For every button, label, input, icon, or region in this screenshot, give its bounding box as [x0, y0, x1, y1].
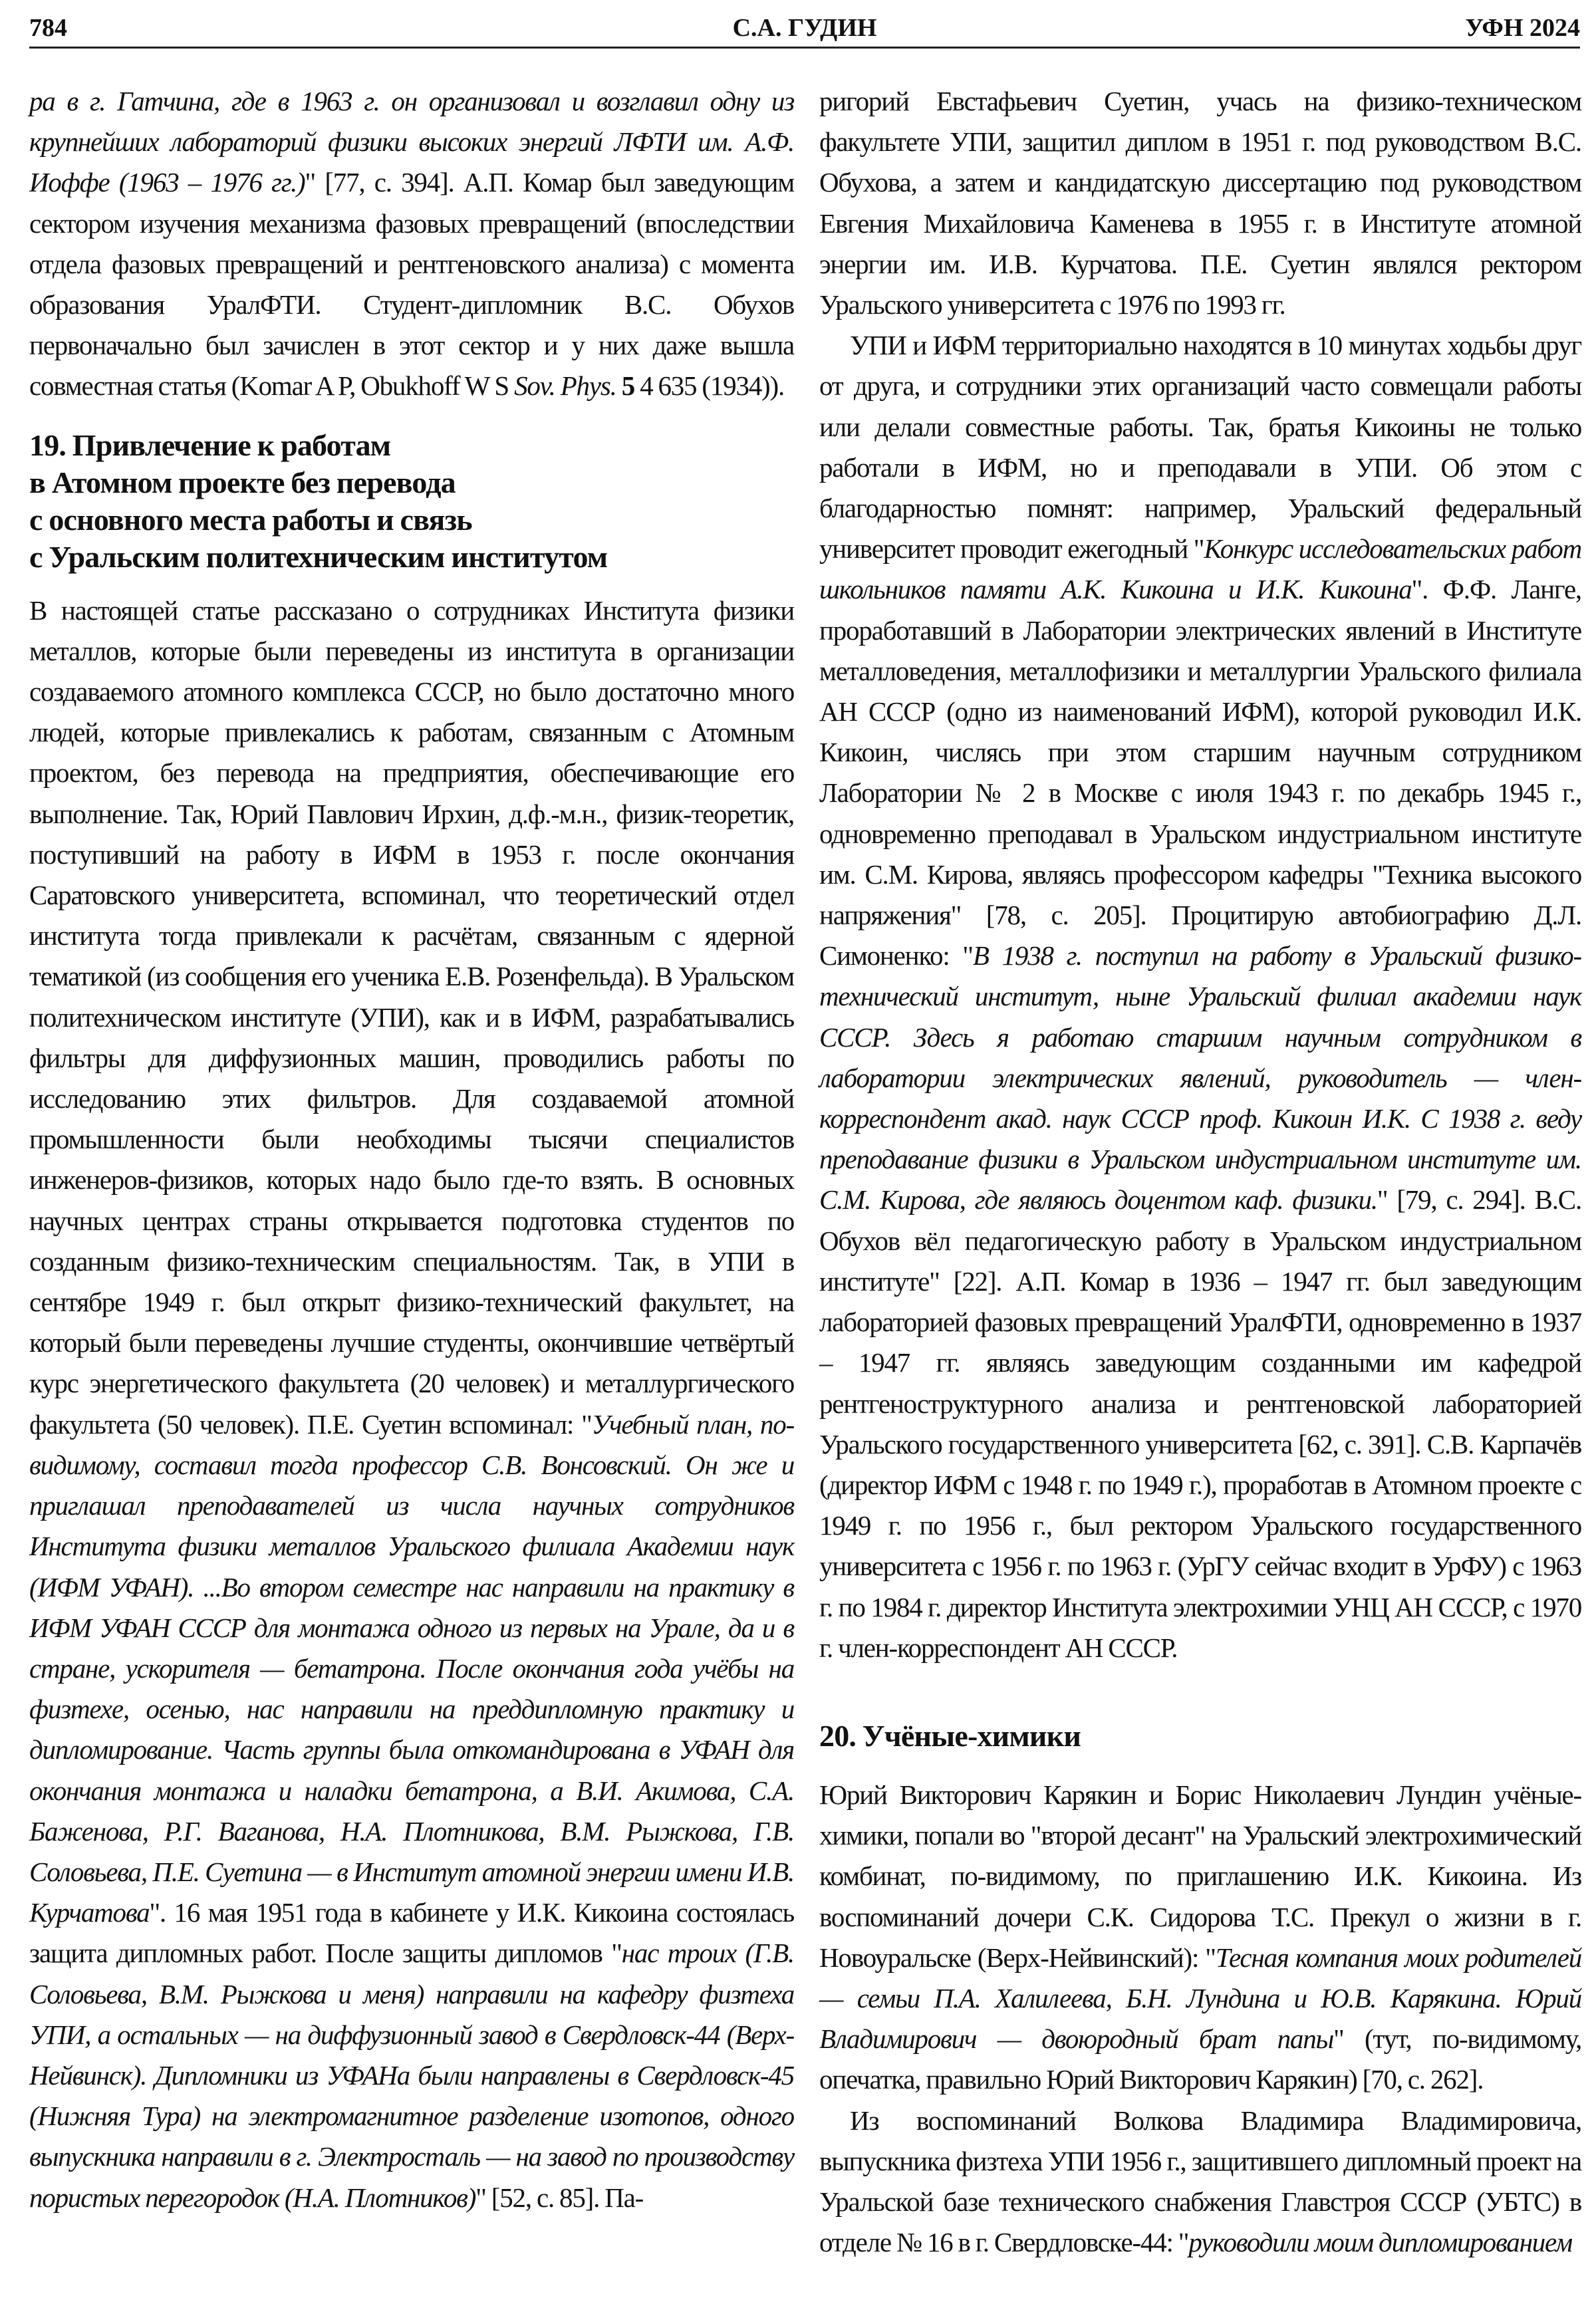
italic-quote-text: Тесная компания моих родителей — семьи П.А. Халилеева, Б.Н. Лундина и Ю.В. Карякина. Юрий Владимирович — двоюродный брат папы — [819, 1942, 1581, 2055]
running-header — [29, 9, 1580, 49]
text-run: ". 16 мая 1951 года в кабинете у И.К. Кикоина состоялась защита дипломных работ. После защиты дипломов " — [29, 1897, 794, 1969]
text-run: Из воспоминаний Волкова Владимира Владимировича, выпускника физтеха УПИ 1956 г., защитившего дипломный проект на Уральской базе технического снабжения Главстроя СССР (УБТС) в отделе № 16 в г. Свердловске-44: " — [819, 2105, 1581, 2258]
text-run: 4 635 (1934)). — [634, 370, 785, 402]
text-run: ригорий Евстафьевич Суетин, учась на физико-техническом факультете УПИ, защитил диплом в 1951 г. под руководством В.С. Обухова, а затем и кандидатскую диссертацию под руководством Евгения Михайловича Каменева в 1955 г. в Институте атомной энергии им. И.В. Курчатова. П.Е. Суетин являлся ректором Уральского университета с 1976 по 1993 гг. — [819, 86, 1581, 320]
italic-quote-text: ра в г. Гатчина, где в 1963 г. он организовал и возглавил одну из крупнейших лабораторий физики высоких энергий ЛФТИ им. А.Ф. Иоффе (1963 – 1976 гг.) — [29, 86, 794, 198]
paragraph — [819, 325, 1581, 1668]
left-column — [29, 81, 794, 2218]
italic-quote-text: Учебный план, по-видимому, составил тогда профессор С.В. Вонсовский. Он же и приглашал преподавателей из числа научных сотрудников Института физики металлов Уральского филиала Академии наук (ИФМ УФАН). ...Во втором семестре нас направили на практику в ИФМ УФАН СССР для монтажа одного из первых на Урале, да и в стране, ускорителя — бетатрона. После окончания года учёбы на физтехе, осенью, нас направили на преддипломную практику и дипломирование. Часть группы была откомандирована в УФАН для окончания монтажа и наладки бетатрона, а В.И. Акимова, С.А. Баженова, Р.Г. Ваганова, Н.А. Плотникова, В.М. Рыжкова, Г.В. Соловьева, П.Е. Суетина — в Институт атомной энергии имени И.В. Курчатова — [29, 1408, 794, 1928]
paragraph — [29, 81, 794, 407]
heading-line: в Атомном проекте без перевода — [29, 465, 456, 499]
italic-quote-text: нас троих (Г.В. Соловьева, В.М. Рыжкова и меня) направили на кафедру физтеха УПИ, а остальных — на диффузионный завод в Свердловск-44 (Верх-Нейвинск). Дипломники из УФАНа были направлены в Свердловск-45 (Нижняя Тура) на электромагнитное разделение изотопов, одного выпускника направили в г. Электросталь — на завод по производству пористых перегородок (Н.А. Плотников) — [29, 1938, 794, 2213]
heading-line: 20. Учёные-химики — [819, 1718, 1081, 1753]
text-run: " [52, с. 85]. Па- — [475, 2182, 644, 2213]
page-number: 784 — [29, 14, 67, 42]
text-run: " (тут, по-видимому, опечатка, правильно Юрий Викторович Карякин) [70, с. 262]. — [819, 2023, 1581, 2095]
section-heading — [819, 1718, 1581, 1755]
heading-line: с основного места работы и связь — [29, 502, 472, 537]
text-run: В настоящей статье рассказано о сотрудниках Института физики металлов, которые были переведены из института в организации создаваемого атомного комплекса СССР, но было достаточно много людей, которые привлекались к работам, связанным с Атомным проектом, без перевода на предприятия, обеспечивающие его выполнение. Так, Юрий Павлович Ирхин, д.ф.-м.н., физик-теоретик, поступивший на работу в ИФМ в 1953 г. после окончания Саратовского университета, вспоминал, что теоретический отдел института тогда привлекали к расчётам, связанным с ядерной тематикой (из сообщения его ученика Е.В. Розенфельда). В Уральском политехническом институте (УПИ), как и в ИФМ, разрабатывались фильтры для диффузионных машин, проводились работы по исследованию этих фильтров. Для создаваемой атомной промышленности были необходимы тысячи специалистов инженеров-физиков, которых надо было где-то взять. В основных научных центрах страны открывается подготовка студентов по созданным физико-техническим специальностям. Так, в УПИ в сентябре 1949 г. был открыт физико-технический факультет, на который были переведены лучшие студенты, окончившие четвёртый курс энергетического факультета (20 человек) и металлургического факультета (50 человек). П.Е. Суетин вспоминал: " — [29, 594, 794, 1440]
heading-line: 19. Привлечение к работам — [29, 428, 391, 462]
text-run: УПИ и ИФМ территориально находятся в 10 минутах ходьбы друг от друга, и сотрудники этих организаций часто совмещали работы или делали совместные работы. Так, братья Кикоины не только работали в ИФМ, но и преподавали в УПИ. Об этом с благодарностью помнят: например, Уральский федеральный университет проводит ежегодный " — [819, 330, 1581, 565]
paragraph — [819, 2101, 1581, 2263]
running-author: С.А. ГУДИН — [732, 14, 877, 42]
text-run: " [77, с. 394]. А.П. Комар был заведующим сектором изучения механизма фазовых превращений (впоследствии отдела фазовых превращений и рентгеновского анализа) с момента образования УралФТИ. Студент-дипломник В.С. Обухов первоначально был зачислен в этот сектор и у них даже вышла совместная статья (Komar A P, Obukhoff W S — [29, 167, 794, 402]
section-heading — [29, 427, 794, 576]
text-run: Юрий Викторович Карякин и Борис Николаевич Лундин учёные-химики, попали во "второй десант" на Уральский электрохимический комбинат, по-видимому, по приглашению И.К. Кикоина. Из воспоминаний дочери С.К. Сидорова Т.С. Прекул о жизни в г. Новоуральске (Верх-Нейвинский): " — [819, 1779, 1581, 1973]
paragraph — [819, 1775, 1581, 2101]
paragraph — [819, 81, 1581, 325]
italic-quote-text: Конкурс исследовательских работ школьников памяти А.К. Кикоина и И.К. Кикоина — [819, 533, 1581, 605]
journal-year: УФН 2024 — [1465, 14, 1580, 42]
bold-text: 5 — [621, 370, 635, 402]
text-run — [616, 370, 622, 401]
text-run: ". Ф.Ф. Ланге, проработавший в Лаборатории электрических явлений в Институте металловедения, металлофизики и металлургии Уральского филиала АН СССР (одно из наименований ИФМ), которой руководил И.К. Кикоин, числясь при этом старшим научным сотрудником Лаборатории № 2 в Москве с июля 1943 г. по декабрь 1945 г., одновременно преподавал в Уральском индустриальном институте им. С.М. Кирова, являясь профессором кафедры "Техника высокого напряжения" [78, с. 205]. Процитирую автобиографию Д.Л. Симоненко: " — [819, 574, 1581, 971]
paragraph — [29, 590, 794, 2218]
italic-quote-text: Sov. Phys. — [514, 370, 616, 402]
italic-quote-text: руководили моим дипломированием — [1188, 2227, 1572, 2258]
right-column — [819, 81, 1581, 2263]
text-run: " [79, с. 294]. В.С. Обухов вёл педагогическую работу в Уральском индустриальном институте" [22]. А.П. Комар в 1936 – 1947 гг. был заведующим лабораторией фазовых превращений УралФТИ, одновременно в 1937 – 1947 гг. являясь заведующим созданными им кафедрой рентгеноструктурного анализа и рентгеновской лабораторией Уральского государственного университета [62, с. 391]. С.В. Карпачёв (директор ИФМ с 1948 г. по 1949 г.), проработав в Атомном проекте с 1949 г. по 1956 г., был ректором Уральского государственного университета с 1956 г. по 1963 г. (УрГУ сейчас входит в УрФУ) с 1963 г. по 1984 г. директор Института электрохимии УНЦ АН СССР, с 1970 г. член-корреспондент АН СССР. — [819, 1184, 1581, 1663]
italic-quote-text: В 1938 г. поступил на работу в Уральский физико-технический институт, ныне Уральский филиал академии наук СССР. Здесь я работаю старшим научным сотрудником в лаборатории электрических явлений, руководитель — член-корреспондент акад. наук СССР проф. Кикоин И.К. С 1938 г. веду преподавание физики в Уральском индустриальном институте им. С.М. Кирова, где являюсь доцентом каф. физики. — [819, 940, 1581, 1216]
heading-line: с Уральским политехническим институтом — [29, 539, 608, 574]
